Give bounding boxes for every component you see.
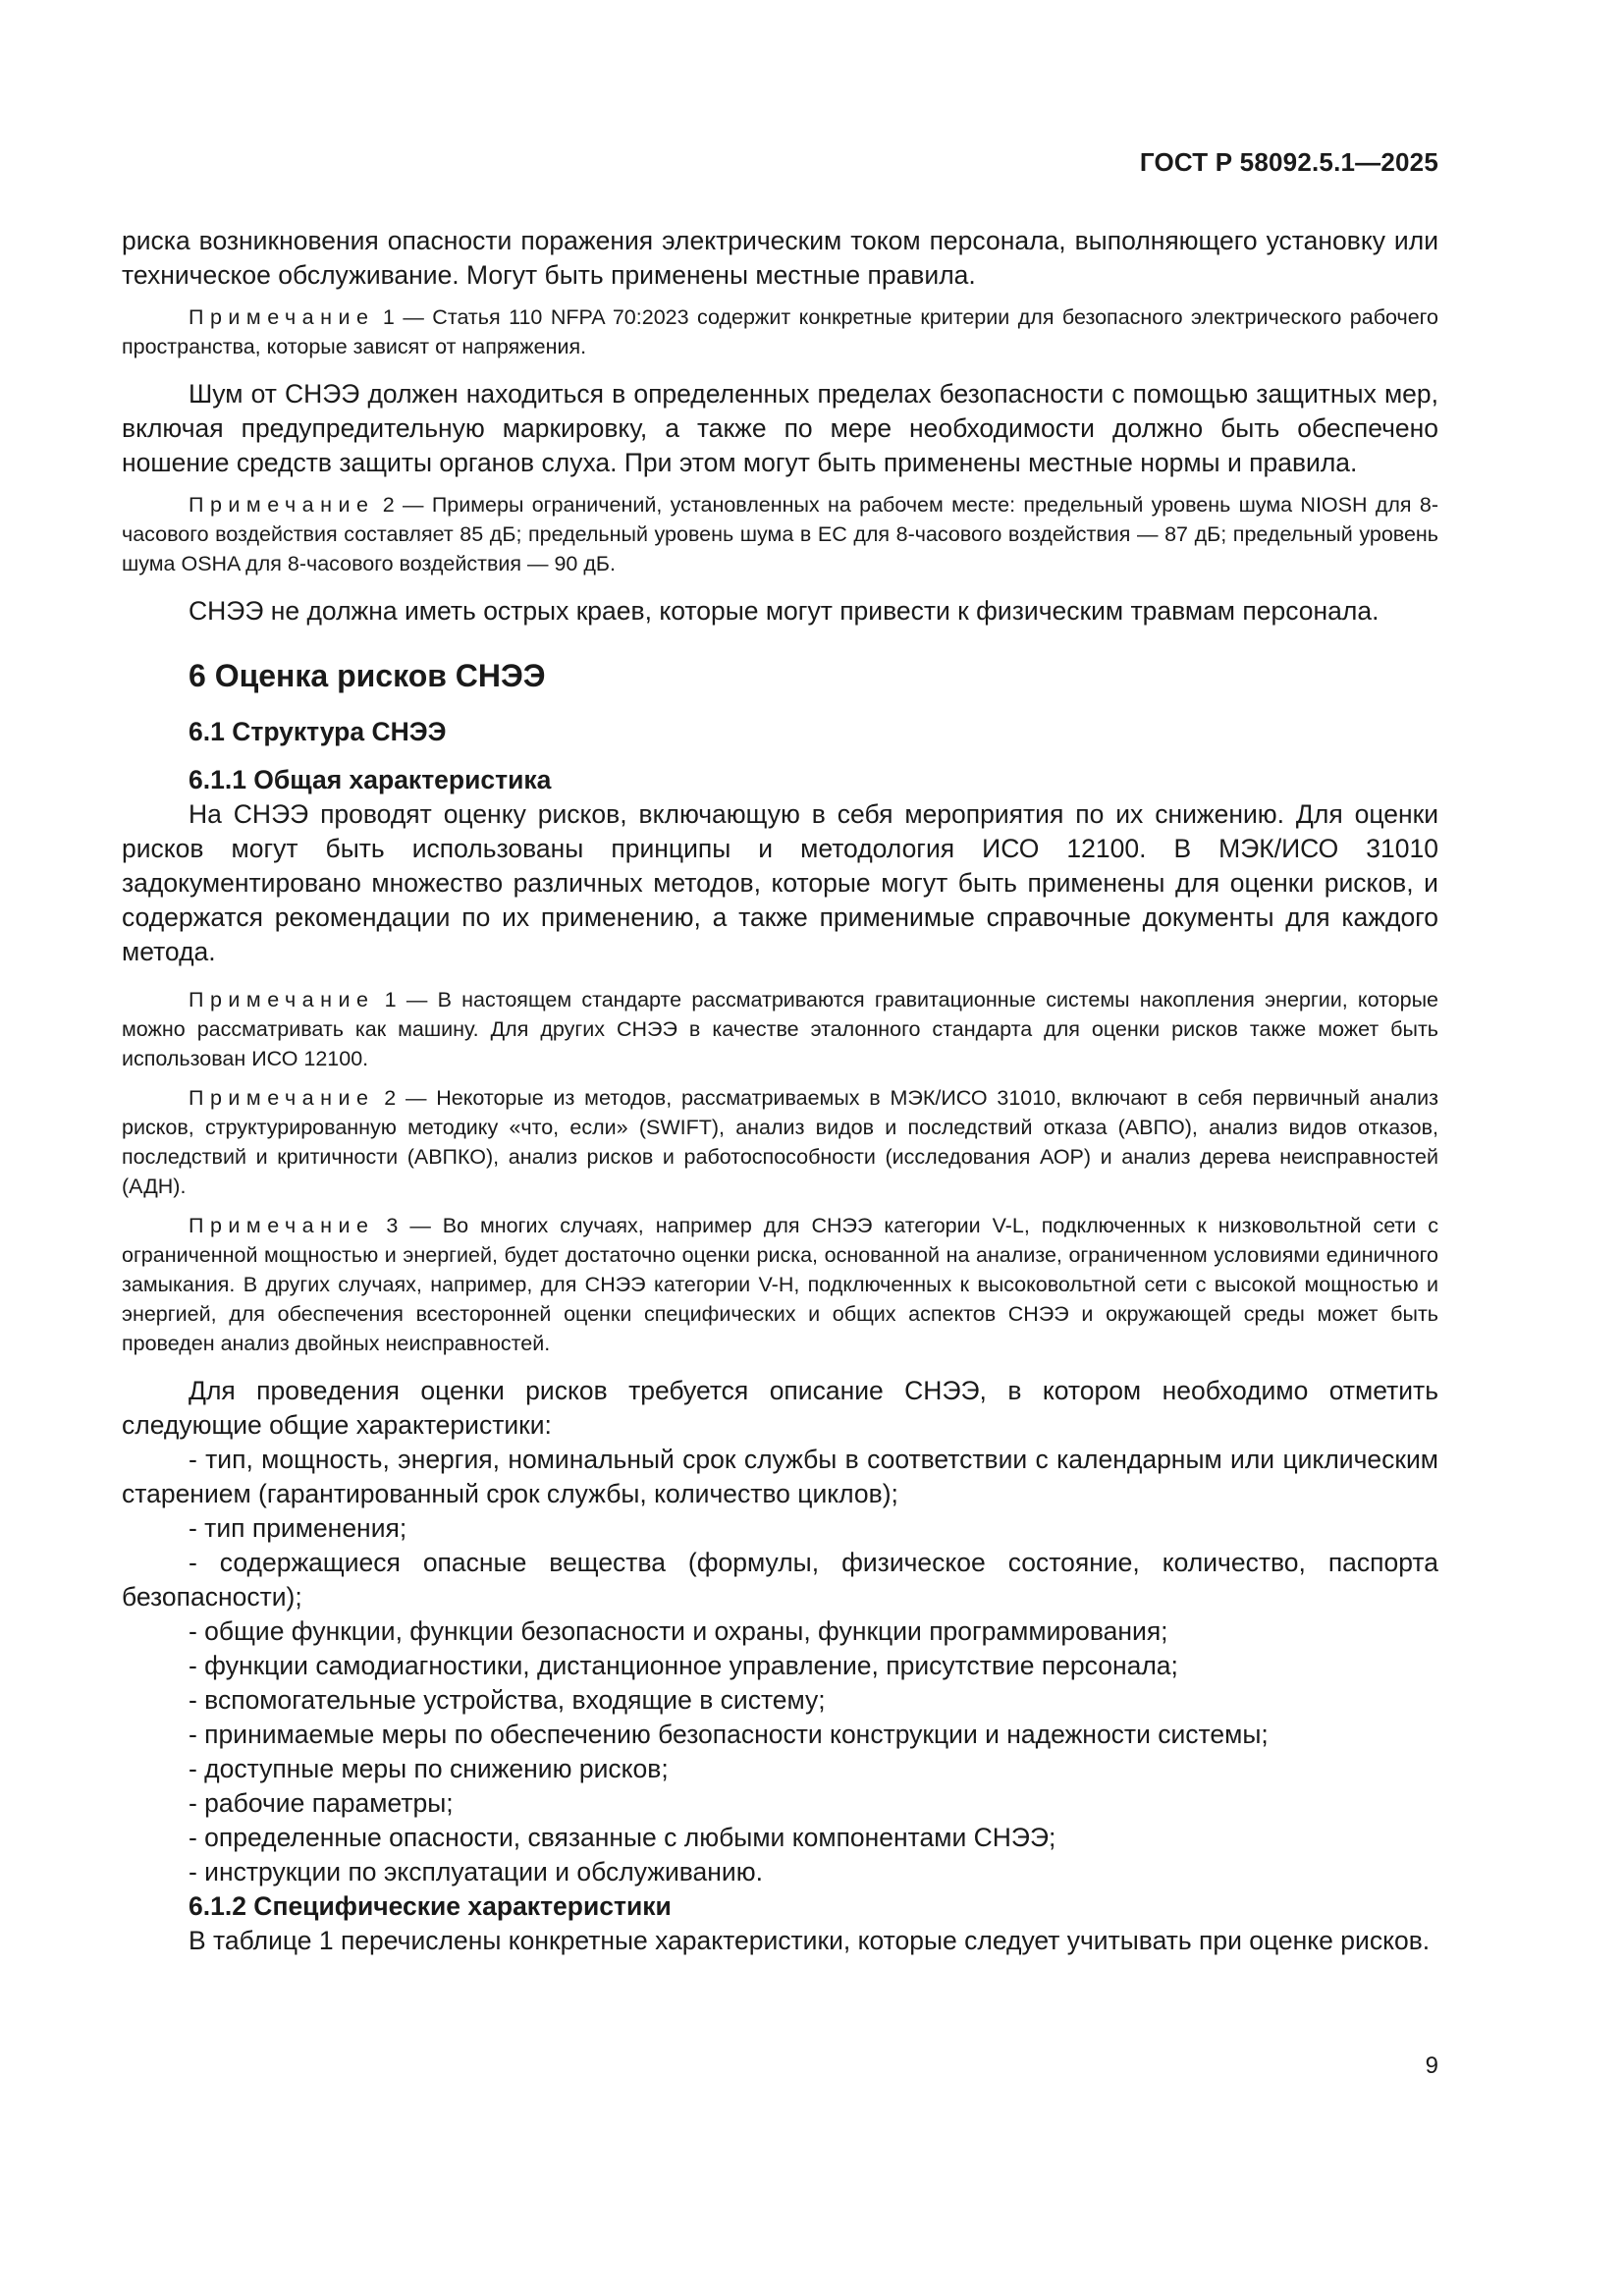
note-label: Примечание	[189, 988, 375, 1011]
paragraph-table-reference: В таблице 1 перечислены конкретные характеристики, которые следует учитывать при оценке рисков.	[189, 1926, 1431, 1955]
note-2-methods	[122, 1083, 1438, 1201]
note-1-workspace	[122, 302, 1438, 361]
characteristics-list	[122, 1443, 1438, 1889]
list-item: - принимаемые меры по обеспечению безопасности конструкции и надежности системы;	[189, 1720, 1269, 1749]
note-text: 3 — Во многих случаях, например для СНЭЭ категории V-L, подключенных к низковольтной сети с ограниченной мощностью и энергией, будет достаточно оценки риска, основанной на анализе, ограниченном условиями единичного замыкания. В других случаях, например, для СНЭЭ категории V-H, подключенных к высоковольтной сети с высокой мощностью и энергией, для обеспечения всесторонней оценки специфических и общих аспектов СНЭЭ и окружающей среды может быть проведен анализ двойных неисправностей.	[122, 1214, 1438, 1355]
list-item: - тип, мощность, энергия, номинальный срок службы в соответствии с календарным или циклическим старением (гарантированный срок службы, количество циклов);	[122, 1445, 1438, 1508]
list-item: - рабочие параметры;	[189, 1788, 454, 1818]
list-item: - инструкции по эксплуатации и обслуживанию.	[189, 1857, 763, 1886]
section-heading-6: 6 Оценка рисков СНЭЭ	[189, 658, 546, 693]
page-body	[122, 224, 1438, 1958]
page-number: 9	[1425, 2052, 1438, 2079]
subsection-heading-6-1: 6.1 Структура СНЭЭ	[189, 717, 447, 746]
paragraph-noise: Шум от СНЭЭ должен находиться в определенных пределах безопасности с помощью защитных мер, включая предупредительную маркировку, а также по мере необходимости должно быть обеспечено ношение средств защиты органов слуха. При этом могут быть применены местные нормы и правила.	[122, 379, 1438, 477]
document-header: ГОСТ Р 58092.5.1—2025	[1139, 147, 1438, 177]
list-item: - содержащиеся опасные вещества (формулы, физическое состояние, количество, паспорта безопасности);	[122, 1548, 1438, 1612]
note-text: 2 — Примеры ограничений, установленных на рабочем месте: предельный уровень шума NIOSH для 8-часового воздействия составляет 85 дБ; предельный уровень шума в ЕС для 8-часового воздействия — 87 дБ; предельный уровень шума OSHA для 8-часового воздействия — 90 дБ.	[122, 493, 1438, 575]
list-item: - тип применения;	[189, 1513, 407, 1543]
note-3-categories	[122, 1211, 1438, 1358]
list-item: - доступные меры по снижению рисков;	[189, 1754, 669, 1783]
paragraph-risk-assessment: На СНЭЭ проводят оценку рисков, включающую в себя мероприятия по их снижению. Для оценки рисков могут быть использованы принципы и методология ИСО 12100. В МЭК/ИСО 31010 задокументировано множество различных методов, которые могут быть применены для оценки рисков, и содержатся рекомендации по их применению, а также применимые справочные документы для каждого метода.	[122, 799, 1438, 966]
note-label: Примечание	[189, 1086, 375, 1110]
note-1-gravity-systems	[122, 985, 1438, 1073]
paragraph-sharp-edges: СНЭЭ не должна иметь острых краев, которые могут привести к физическим травмам персонала.	[189, 596, 1380, 626]
subsection-heading-6-1-2: 6.1.2 Специфические характеристики	[189, 1891, 672, 1921]
list-item: - определенные опасности, связанные с любыми компонентами СНЭЭ;	[189, 1823, 1056, 1852]
note-label: Примечание	[189, 493, 375, 517]
note-text: 1 — В настоящем стандарте рассматриваются гравитационные системы накопления энергии, которые можно рассматривать как машину. Для других СНЭЭ в качестве эталонного стандарта для оценки рисков также может быть использован ИСО 12100.	[122, 988, 1438, 1070]
list-item: - общие функции, функции безопасности и охраны, функции программирования;	[189, 1616, 1168, 1646]
paragraph-continuation: риска возникновения опасности поражения электрическим током персонала, выполняющего установку или техническое обслуживание. Могут быть применены местные правила.	[122, 226, 1438, 290]
note-2-noise-limits	[122, 490, 1438, 578]
note-text: 2 — Некоторые из методов, рассматриваемых в МЭК/ИСО 31010, включают в себя первичный анализ рисков, структурированную методику «что, если» (SWIFT), анализ видов и последствий отказа (АВПО), анализ видов отказов, последствий и критичности (АВПКО), анализ рисков и работоспособности (исследования АОР) и анализ дерева неисправностей (АДН).	[122, 1086, 1438, 1198]
note-text: 1 — Статья 110 NFPA 70:2023 содержит конкретные критерии для безопасного электрического рабочего пространства, которые зависят от напряжения.	[122, 305, 1438, 358]
note-label: Примечание	[189, 1214, 375, 1237]
subsection-heading-6-1-1: 6.1.1 Общая характеристика	[189, 765, 552, 794]
note-label: Примечание	[189, 305, 375, 329]
paragraph-description-intro: Для проведения оценки рисков требуется описание СНЭЭ, в котором необходимо отметить следующие общие характеристики:	[122, 1376, 1438, 1440]
list-item: - вспомогательные устройства, входящие в систему;	[189, 1685, 826, 1715]
list-item: - функции самодиагностики, дистанционное управление, присутствие персонала;	[189, 1651, 1178, 1680]
